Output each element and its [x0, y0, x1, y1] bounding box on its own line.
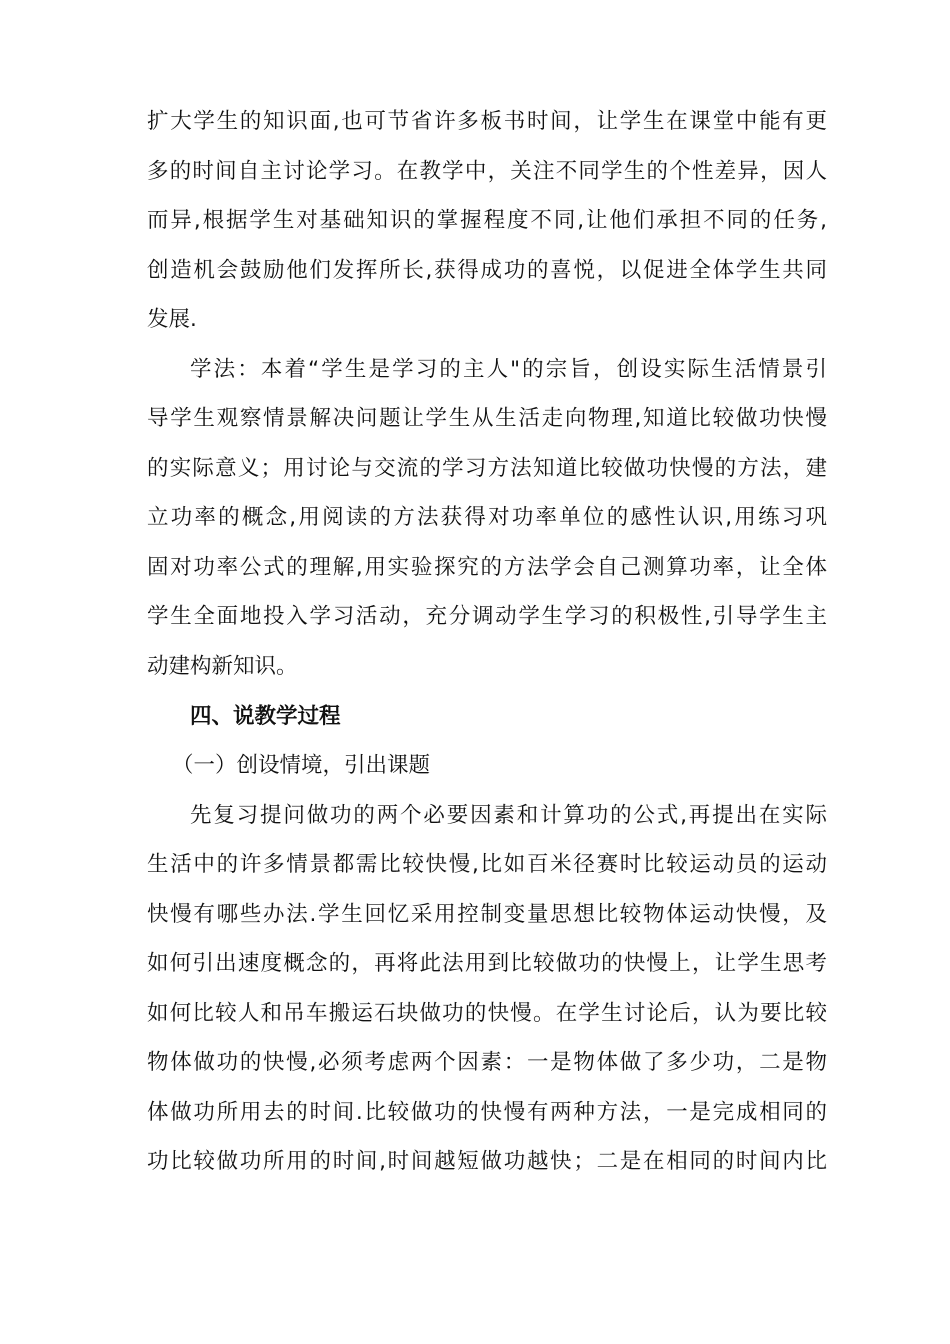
text-line: 快慢有哪些办法.学生回忆采用控制变量思想比较物体运动快慢，及 [147, 902, 827, 927]
text-line: 发展. [147, 307, 197, 332]
text-line: 的实际意义；用讨论与交流的学习方法知道比较做功快慢的方法，建 [147, 456, 827, 481]
text-line: 立功率的概念,用阅读的方法获得对功率单位的感性认识,用练习巩 [147, 505, 827, 530]
text-line: 固对功率公式的理解,用实验探究的方法学会自己测算功率，让全体 [147, 555, 827, 580]
text-line: 如何比较人和吊车搬运石块做功的快慢。在学生讨论后，认为要比较 [147, 1001, 827, 1026]
text-line: 物体做功的快慢,必须考虑两个因素：一是物体做了多少功，二是物 [147, 1050, 827, 1075]
text-line: 功比较做功所用的时间,时间越短做功越快；二是在相同的时间内比 [147, 1149, 827, 1174]
text-line: 如何引出速度概念的，再将此法用到比较做功的快慢上，让学生思考 [147, 951, 827, 976]
paragraph-first-line: 先复习提问做功的两个必要因素和计算功的公式,再提出在实际 [190, 803, 827, 828]
paragraph-first-line: 学法：本着“学生是学习的主人"的宗旨，创设实际生活情景引 [190, 357, 827, 382]
subsection-heading: （一）创设情境，引出课题 [172, 753, 431, 778]
text-line: 生活中的许多情景都需比较快慢,比如百米径赛时比较运动员的运动 [147, 852, 827, 877]
text-line: 多的时间自主讨论学习。在教学中，关注不同学生的个性差异，因人 [147, 159, 827, 184]
text-line: 动建构新知识。 [147, 654, 298, 679]
text-line: 导学生观察情景解决问题让学生从生活走向物理,知道比较做功快慢 [147, 406, 827, 431]
text-line: 创造机会鼓励他们发挥所长,获得成功的喜悦，以促进全体学生共同 [147, 258, 827, 283]
text-line: 扩大学生的知识面,也可节省许多板书时间，让学生在课堂中能有更 [147, 109, 827, 134]
text-line: 学生全面地投入学习活动，充分调动学生学习的积极性,引导学生主 [147, 604, 827, 629]
text-line: 而异,根据学生对基础知识的掌握程度不同,让他们承担不同的任务, [147, 208, 827, 233]
text-line: 体做功所用去的时间.比较做功的快慢有两种方法，一是完成相同的 [147, 1100, 827, 1125]
section-heading: 四、说教学过程 [190, 704, 341, 729]
